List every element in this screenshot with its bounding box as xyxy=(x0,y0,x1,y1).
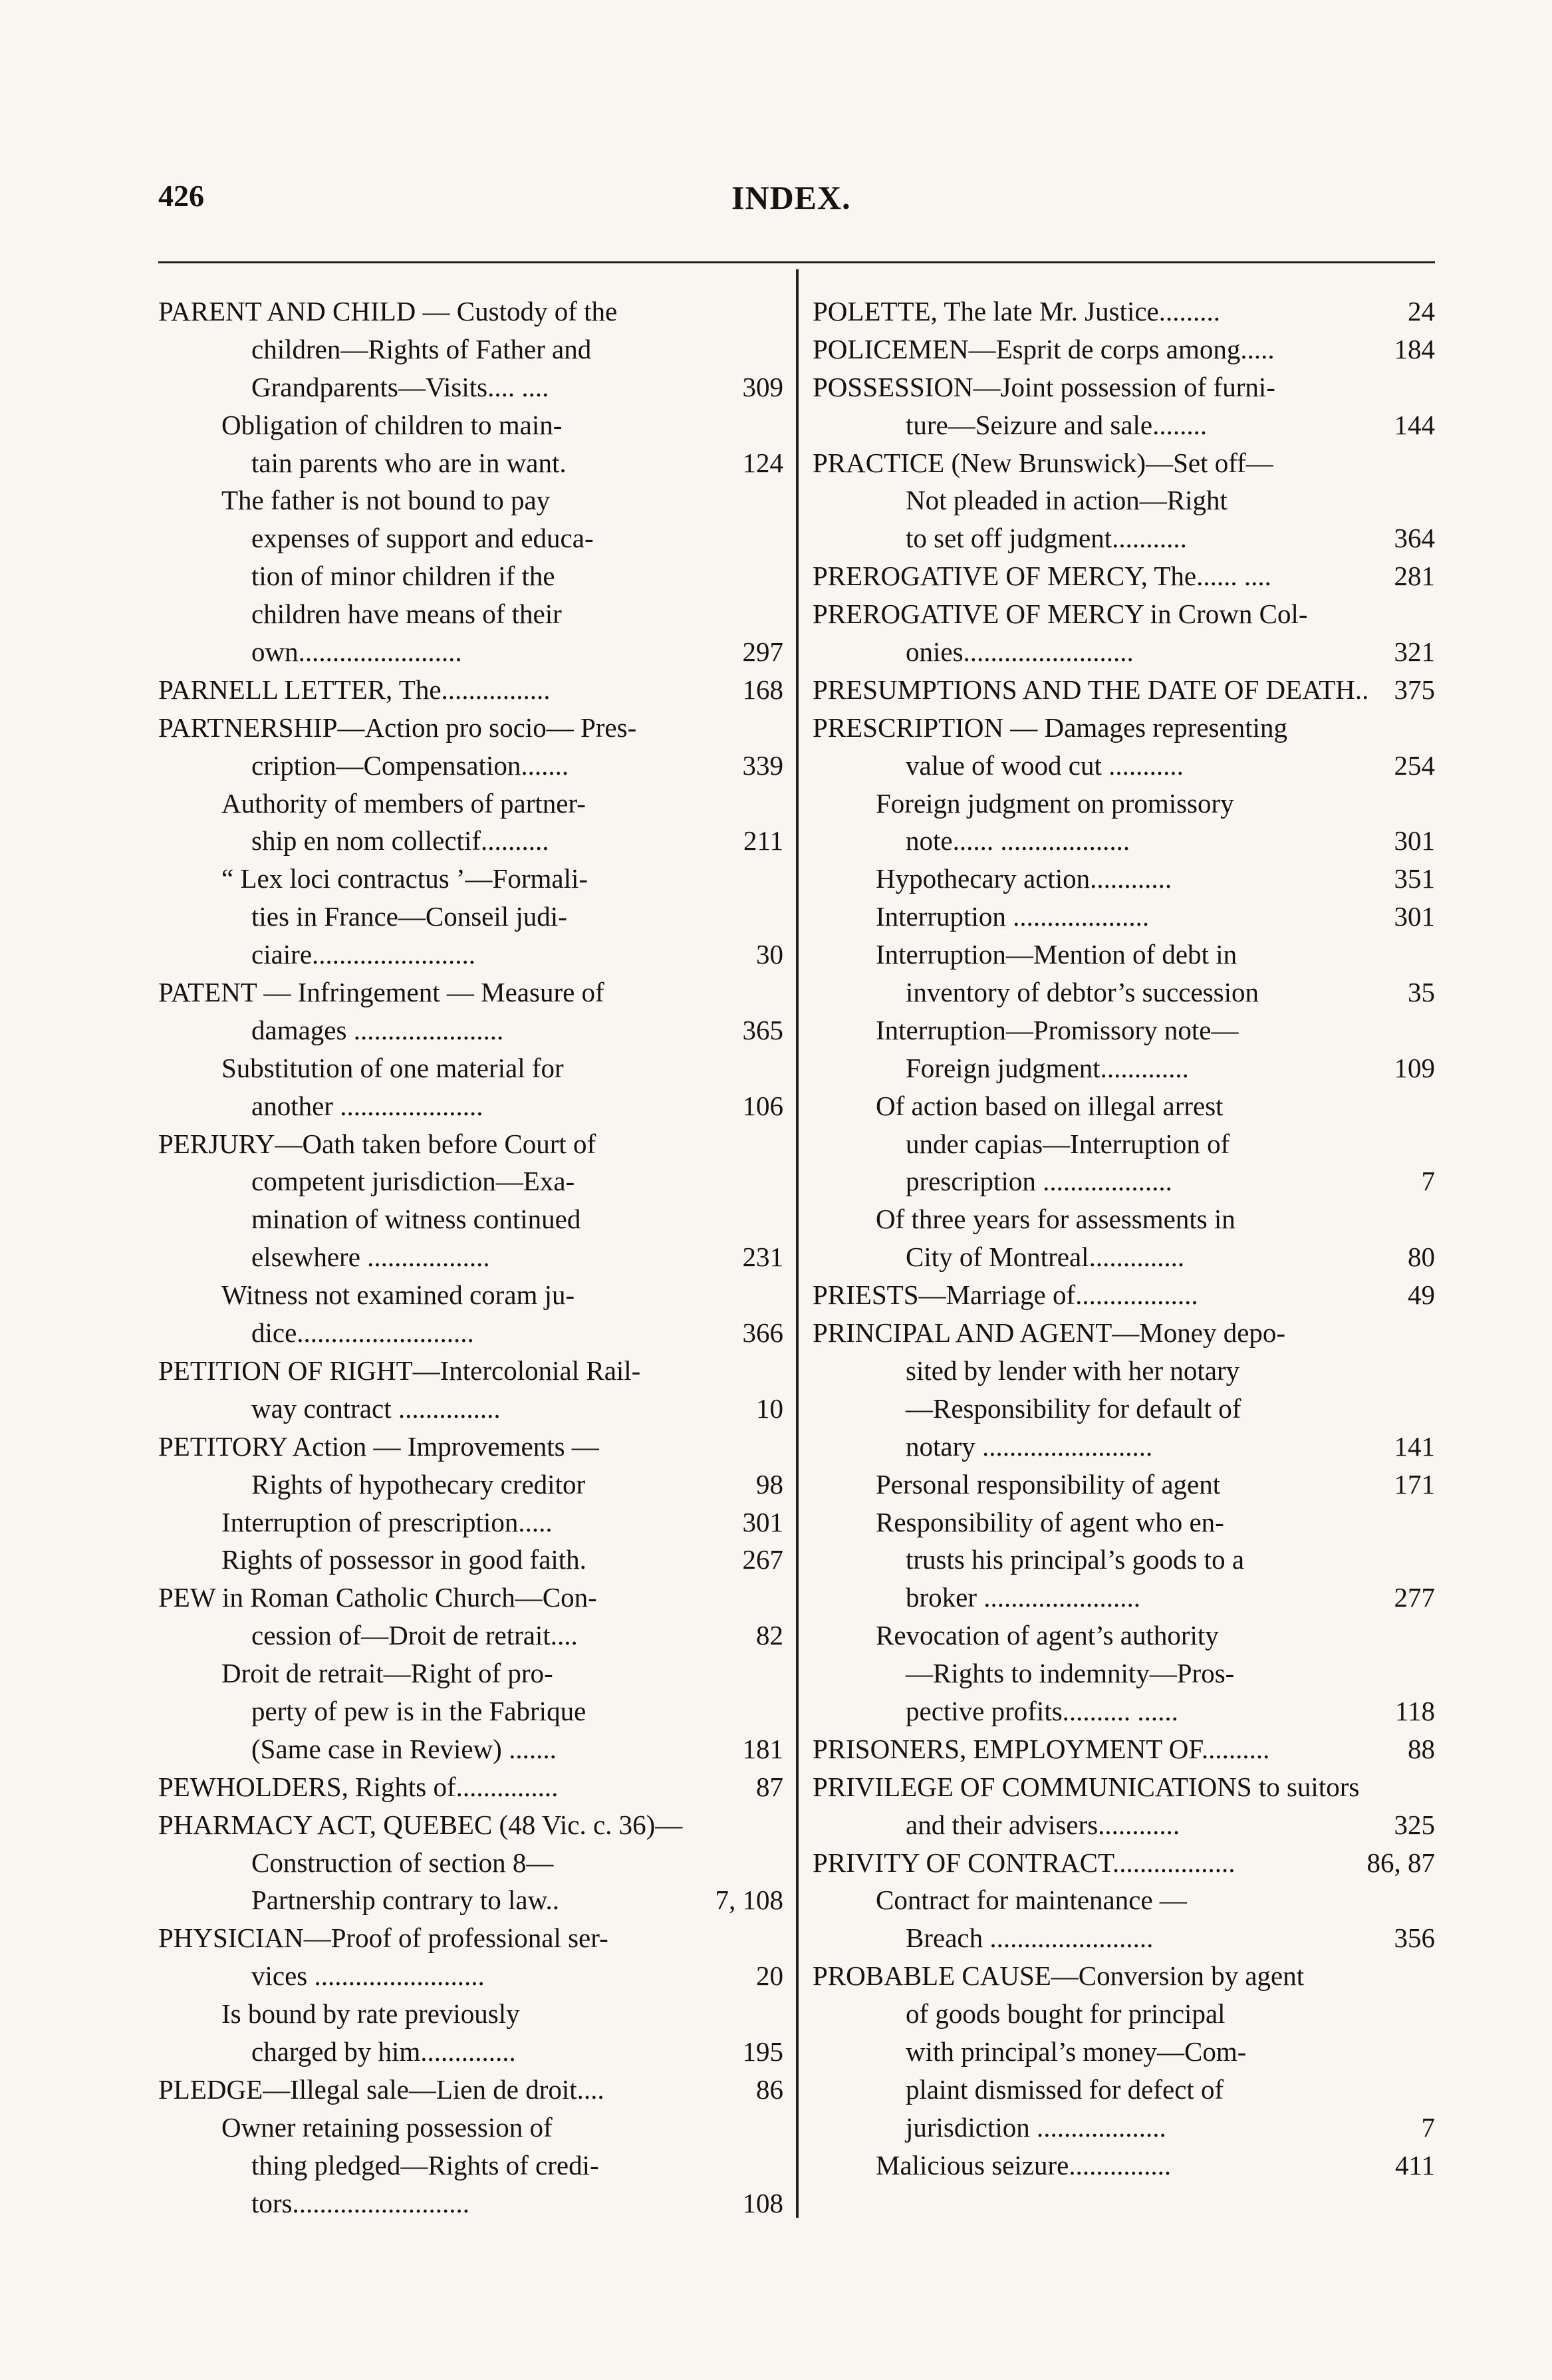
index-line xyxy=(813,1768,1435,1806)
index-page-ref: 321 xyxy=(1390,633,1436,671)
index-entry-text: PEWHOLDERS, Rights of............... xyxy=(158,1771,559,1802)
index-page-ref: 254 xyxy=(1390,747,1436,785)
index-line xyxy=(158,1541,783,1579)
index-entry-text: PRIVILEGE OF COMMUNICATIONS to suitors xyxy=(813,1771,1360,1802)
index-line xyxy=(813,444,1435,482)
index-line xyxy=(813,1995,1435,2033)
index-page-ref: 82 xyxy=(752,1617,783,1654)
index-entry-text: elsewhere .................. xyxy=(251,1242,490,1273)
index-line xyxy=(813,709,1435,747)
index-entry-text: PRESUMPTIONS AND THE DATE OF DEATH.. xyxy=(813,674,1369,705)
index-entry-text: Interruption—Promissory note— xyxy=(876,1014,1239,1045)
index-entry-text: to set off judgment........... xyxy=(906,523,1187,554)
index-line xyxy=(813,1125,1435,1163)
index-entry-text: PARTNERSHIP—Action pro socio— Pres- xyxy=(158,712,637,743)
index-page-ref: 375 xyxy=(1390,671,1436,709)
index-entry-text: Obligation of children to main- xyxy=(221,409,563,440)
index-entry-text: Of action based on illegal arrest xyxy=(876,1090,1224,1121)
index-line xyxy=(813,671,1435,709)
index-line xyxy=(813,1428,1435,1466)
index-page-ref: 24 xyxy=(1404,293,1435,331)
index-entry-text: under capias—Interruption of xyxy=(906,1128,1230,1159)
header-rule xyxy=(158,261,1435,263)
index-page-ref: 277 xyxy=(1390,1579,1436,1617)
index-entry-text: dice.......................... xyxy=(251,1317,474,1349)
index-line xyxy=(158,1428,783,1466)
index-line xyxy=(158,1919,783,1957)
index-line xyxy=(813,368,1435,406)
index-entry-text: Foreign judgment............. xyxy=(906,1052,1189,1083)
index-entry-text: Revocation of agent’s authority xyxy=(876,1620,1219,1651)
index-line xyxy=(158,785,783,823)
index-page-ref: 49 xyxy=(1404,1276,1435,1314)
index-entry-text: PRINCIPAL AND AGENT—Money depo- xyxy=(813,1317,1286,1349)
index-entry-text: cription—Compensation....... xyxy=(251,749,569,781)
index-line xyxy=(813,1692,1435,1730)
index-line xyxy=(158,1504,783,1541)
index-entry-text: pective profits.......... ...... xyxy=(906,1695,1178,1726)
column-divider xyxy=(796,269,799,2218)
index-entry-text: note...... ................... xyxy=(906,825,1130,857)
index-line xyxy=(813,1049,1435,1087)
index-entry-text: PARNELL LETTER, The................ xyxy=(158,674,551,705)
index-entry-text: (Same case in Review) ....... xyxy=(251,1733,557,1764)
index-entry-text: PREROGATIVE OF MERCY, The...... .... xyxy=(813,561,1271,592)
index-entry-text: Owner retaining possession of xyxy=(221,2111,553,2143)
index-entry-text: prescription ................... xyxy=(906,1166,1172,1197)
index-entry-text: POSSESSION—Joint possession of furni- xyxy=(813,371,1275,402)
index-line xyxy=(158,1579,783,1617)
index-entry-text: Of three years for assessments in xyxy=(876,1204,1235,1235)
index-page-ref: 7 xyxy=(1418,2109,1436,2147)
index-line xyxy=(158,1995,783,2033)
index-line xyxy=(813,331,1435,368)
index-line xyxy=(158,1957,783,1995)
index-entry-text: broker ....................... xyxy=(906,1582,1141,1613)
index-line xyxy=(813,519,1435,557)
index-line xyxy=(158,2033,783,2071)
index-entry-text: Interruption—Mention of debt in xyxy=(876,939,1237,970)
index-line xyxy=(813,1162,1435,1200)
index-page-ref: 364 xyxy=(1390,519,1436,557)
index-entry-text: PRIESTS—Marriage of.................. xyxy=(813,1279,1198,1311)
index-line xyxy=(158,1692,783,1730)
index-line xyxy=(158,1654,783,1692)
index-entry-text: Interruption .................... xyxy=(876,901,1150,932)
index-page-ref: 144 xyxy=(1390,406,1436,444)
index-page-ref: 108 xyxy=(739,2184,784,2222)
index-line xyxy=(813,822,1435,860)
index-entry-text: PHYSICIAN—Proof of professional ser- xyxy=(158,1922,608,1954)
index-entry-text: children have means of their xyxy=(251,598,562,630)
index-entry-text: value of wood cut ........... xyxy=(906,749,1184,781)
index-line xyxy=(158,747,783,785)
index-line xyxy=(158,1730,783,1768)
index-line xyxy=(813,1466,1435,1504)
index-line xyxy=(158,406,783,444)
index-line xyxy=(813,481,1435,519)
index-entry-text: ture—Seizure and sale........ xyxy=(906,409,1208,440)
index-entry-text: own........................ xyxy=(251,636,462,668)
index-page-ref: 365 xyxy=(739,1011,784,1049)
index-entry-text: plaint dismissed for defect of xyxy=(906,2073,1224,2105)
index-line xyxy=(813,1390,1435,1428)
index-line xyxy=(813,2033,1435,2071)
index-entry-text: —Responsibility for default of xyxy=(906,1392,1241,1424)
index-line xyxy=(813,1352,1435,1390)
index-entry-text: Grandparents—Visits.... .... xyxy=(251,371,549,402)
index-page-ref: 7 xyxy=(1418,1162,1436,1200)
index-line xyxy=(158,898,783,936)
index-line xyxy=(158,1238,783,1276)
index-line xyxy=(158,557,783,595)
index-entry-text: Contract for maintenance — xyxy=(876,1885,1187,1916)
index-line xyxy=(158,1314,783,1352)
index-line xyxy=(158,2147,783,2184)
index-entry-text: Authority of members of partner- xyxy=(221,787,586,819)
index-line xyxy=(813,860,1435,898)
index-page-ref: 109 xyxy=(1390,1049,1436,1087)
index-entry-text: PRIVITY OF CONTRACT.................. xyxy=(813,1847,1235,1878)
index-entry-text: ciaire........................ xyxy=(251,939,476,970)
index-entry-text: Breach ........................ xyxy=(906,1922,1154,1954)
index-line xyxy=(158,331,783,368)
index-line xyxy=(813,2071,1435,2109)
index-entry-text: Construction of section 8— xyxy=(251,1847,554,1878)
index-line xyxy=(158,1276,783,1314)
index-line xyxy=(813,1314,1435,1352)
index-page-ref: 86 xyxy=(752,2071,783,2109)
index-page-ref: 20 xyxy=(752,1957,783,1995)
index-entry-text: —Rights to indemnity—Pros- xyxy=(906,1658,1235,1689)
index-line xyxy=(813,406,1435,444)
index-entry-text: sited by lender with her notary xyxy=(906,1355,1240,1386)
index-entry-text: of goods bought for principal xyxy=(906,1998,1226,2030)
index-page-ref: 195 xyxy=(739,2033,784,2071)
index-entry-text: Substitution of one material for xyxy=(221,1052,564,1083)
index-entry-text: Partnership contrary to law.. xyxy=(251,1885,560,1916)
index-entry-text: jurisdiction ................... xyxy=(906,2111,1166,2143)
index-entry-text: expenses of support and educa- xyxy=(251,523,594,554)
index-line xyxy=(813,1957,1435,1995)
index-entry-text: ship en nom collectif.......... xyxy=(251,825,549,857)
index-entry-text: PEW in Roman Catholic Church—Con- xyxy=(158,1582,597,1613)
index-line xyxy=(813,2147,1435,2184)
index-entry-text: “ Lex loci contractus ’—Formali- xyxy=(221,863,588,894)
index-line xyxy=(158,368,783,406)
index-entry-text: PRACTICE (New Brunswick)—Set off— xyxy=(813,447,1273,478)
index-line xyxy=(813,1011,1435,1049)
index-entry-text: ties in France—Conseil judi- xyxy=(251,901,567,932)
index-line xyxy=(158,936,783,974)
index-page-ref: 106 xyxy=(739,1087,784,1125)
index-entry-text: Hypothecary action............ xyxy=(876,863,1172,894)
index-line xyxy=(813,974,1435,1011)
index-page-ref: 366 xyxy=(739,1314,784,1352)
index-entry-text: with principal’s money—Com- xyxy=(906,2036,1247,2067)
index-entry-text: tain parents who are in want. xyxy=(251,447,567,478)
index-page-ref: 118 xyxy=(1391,1692,1435,1730)
index-entry-text: PRISONERS, EMPLOYMENT OF.......... xyxy=(813,1733,1270,1764)
index-entry-text: Foreign judgment on promissory xyxy=(876,787,1234,819)
index-line xyxy=(813,1617,1435,1654)
index-line xyxy=(813,898,1435,936)
index-page-ref: 411 xyxy=(1391,2147,1435,2184)
index-line xyxy=(813,1579,1435,1617)
index-line xyxy=(158,1011,783,1049)
index-entry-text: Not pleaded in action—Right xyxy=(906,485,1228,516)
index-line xyxy=(158,1617,783,1654)
index-entry-text: PROBABLE CAUSE—Conversion by agent xyxy=(813,1960,1305,1992)
index-page-ref: 301 xyxy=(1390,898,1436,936)
index-page-ref: 30 xyxy=(752,936,783,974)
index-line xyxy=(158,595,783,633)
index-page-ref: 356 xyxy=(1390,1919,1436,1957)
index-entry-text: PARENT AND CHILD — Custody of the xyxy=(158,296,618,327)
index-page-ref: 211 xyxy=(739,822,783,860)
index-entry-text: trusts his principal’s goods to a xyxy=(906,1544,1245,1575)
index-line xyxy=(158,709,783,747)
index-page-ref: 184 xyxy=(1390,331,1436,368)
index-line xyxy=(158,860,783,898)
index-page-ref: 351 xyxy=(1390,860,1436,898)
index-line xyxy=(813,1541,1435,1579)
index-line xyxy=(813,557,1435,595)
index-line xyxy=(158,1162,783,1200)
index-entry-text: way contract ............... xyxy=(251,1392,501,1424)
index-entry-text: and their advisers............ xyxy=(906,1809,1180,1840)
index-line xyxy=(158,1466,783,1504)
index-line xyxy=(158,1390,783,1428)
index-line xyxy=(813,936,1435,974)
index-page-ref: 301 xyxy=(739,1504,784,1541)
index-page-ref: 7, 108 xyxy=(711,1881,784,1919)
index-page-ref: 171 xyxy=(1390,1466,1436,1504)
index-entry-text: thing pledged—Rights of credi- xyxy=(251,2149,599,2181)
index-entry-text: onies......................... xyxy=(906,636,1134,668)
index-line xyxy=(813,1730,1435,1768)
index-entry-text: The father is not bound to pay xyxy=(221,485,551,516)
index-line xyxy=(158,1806,783,1844)
running-head: INDEX. xyxy=(731,179,851,216)
index-page-ref: 281 xyxy=(1390,557,1436,595)
index-entry-text: Droit de retrait—Right of pro- xyxy=(221,1658,553,1689)
index-line xyxy=(158,481,783,519)
index-line xyxy=(158,444,783,482)
index-page-ref: 231 xyxy=(739,1238,784,1276)
index-line xyxy=(813,595,1435,633)
index-page-ref: 80 xyxy=(1404,1238,1435,1276)
index-entry-text: Witness not examined coram ju- xyxy=(221,1279,575,1311)
index-line xyxy=(158,1844,783,1882)
index-page-ref: 339 xyxy=(739,747,784,785)
index-line xyxy=(158,1200,783,1238)
index-line xyxy=(158,633,783,671)
index-line xyxy=(158,1768,783,1806)
index-entry-text: PRESCRIPTION — Damages representing xyxy=(813,712,1287,743)
index-entry-text: Rights of hypothecary creditor xyxy=(251,1468,586,1500)
index-entry-text: cession of—Droit de retrait.... xyxy=(251,1620,578,1651)
index-entry-text: PATENT — Infringement — Measure of xyxy=(158,977,604,1008)
index-line xyxy=(158,1049,783,1087)
index-entry-text: tion of minor children if the xyxy=(251,561,555,592)
index-line xyxy=(813,785,1435,823)
index-entry-text: charged by him.............. xyxy=(251,2036,516,2067)
index-entry-text: Rights of possessor in good faith. xyxy=(221,1544,586,1575)
index-page-ref: 141 xyxy=(1390,1428,1436,1466)
index-line xyxy=(813,1200,1435,1238)
index-page-ref: 297 xyxy=(739,633,784,671)
index-page-ref: 35 xyxy=(1404,974,1435,1011)
index-entry-text: vices ......................... xyxy=(251,1960,485,1992)
index-line xyxy=(158,519,783,557)
index-entry-text: competent jurisdiction—Exa- xyxy=(251,1166,575,1197)
index-entry-text: PETITION OF RIGHT—Intercolonial Rail- xyxy=(158,1355,641,1386)
index-line xyxy=(158,293,783,331)
index-line xyxy=(813,1087,1435,1125)
index-line xyxy=(158,2109,783,2147)
index-entry-text: PETITORY Action — Improvements — xyxy=(158,1430,599,1462)
index-line xyxy=(813,293,1435,331)
index-entry-text: City of Montreal.............. xyxy=(906,1242,1185,1273)
index-entry-text: damages ...................... xyxy=(251,1014,504,1045)
index-line xyxy=(158,822,783,860)
index-entry-text: perty of pew is in the Fabrique xyxy=(251,1695,586,1726)
index-line xyxy=(813,633,1435,671)
index-page-ref: 10 xyxy=(752,1390,783,1428)
index-entry-text: POLICEMEN—Esprit de corps among..... xyxy=(813,333,1275,364)
index-entry-text: PERJURY—Oath taken before Court of xyxy=(158,1128,596,1159)
index-entry-text: Is bound by rate previously xyxy=(221,1998,520,2030)
index-page-ref: 87 xyxy=(752,1768,783,1806)
index-line xyxy=(813,1504,1435,1541)
index-line xyxy=(158,1352,783,1390)
index-line xyxy=(158,2071,783,2109)
index-entry-text: PREROGATIVE OF MERCY in Crown Col- xyxy=(813,598,1308,630)
index-line xyxy=(813,1919,1435,1957)
index-line xyxy=(158,974,783,1011)
index-page-ref: 124 xyxy=(739,444,784,482)
index-entry-text: another ..................... xyxy=(251,1090,483,1121)
index-entry-text: Personal responsibility of agent xyxy=(876,1468,1221,1500)
index-entry-text: PHARMACY ACT, QUEBEC (48 Vic. c. 36)— xyxy=(158,1809,683,1840)
index-line xyxy=(813,1844,1435,1882)
index-column-left xyxy=(158,293,783,2222)
index-line xyxy=(813,1881,1435,1919)
index-entry-text: PLEDGE—Illegal sale—Lien de droit.... xyxy=(158,2073,604,2105)
index-page-ref: 88 xyxy=(1404,1730,1435,1768)
index-line xyxy=(813,1276,1435,1314)
index-entry-text: Malicious seizure............... xyxy=(876,2149,1172,2181)
index-entry-text: inventory of debtor’s succession xyxy=(906,977,1259,1008)
index-column-right xyxy=(813,293,1435,2184)
index-line xyxy=(158,1087,783,1125)
index-line xyxy=(158,1125,783,1163)
index-line xyxy=(158,1881,783,1919)
index-page-ref: 309 xyxy=(739,368,784,406)
index-page-ref: 267 xyxy=(739,1541,784,1579)
index-entry-text: tors.......................... xyxy=(251,2187,469,2218)
index-page-ref: 325 xyxy=(1390,1806,1436,1844)
index-entry-text: Responsibility of agent who en- xyxy=(876,1506,1224,1537)
index-entry-text: POLETTE, The late Mr. Justice......... xyxy=(813,296,1220,327)
index-page-ref: 301 xyxy=(1390,822,1436,860)
index-entry-text: Interruption of prescription..... xyxy=(221,1506,553,1537)
index-line xyxy=(813,1654,1435,1692)
index-line xyxy=(813,1238,1435,1276)
page-number: 426 xyxy=(158,179,204,213)
index-line xyxy=(813,747,1435,785)
index-line xyxy=(813,1806,1435,1844)
index-page-ref: 181 xyxy=(739,1730,784,1768)
index-page-ref: 168 xyxy=(739,671,784,709)
index-line xyxy=(158,671,783,709)
index-page-ref: 86, 87 xyxy=(1363,1844,1436,1882)
index-page-ref: 98 xyxy=(752,1466,783,1504)
index-entry-text: children—Rights of Father and xyxy=(251,333,592,364)
index-line xyxy=(158,2184,783,2222)
index-line xyxy=(813,2109,1435,2147)
index-entry-text: notary ......................... xyxy=(906,1430,1153,1462)
index-entry-text: mination of witness continued xyxy=(251,1204,581,1235)
